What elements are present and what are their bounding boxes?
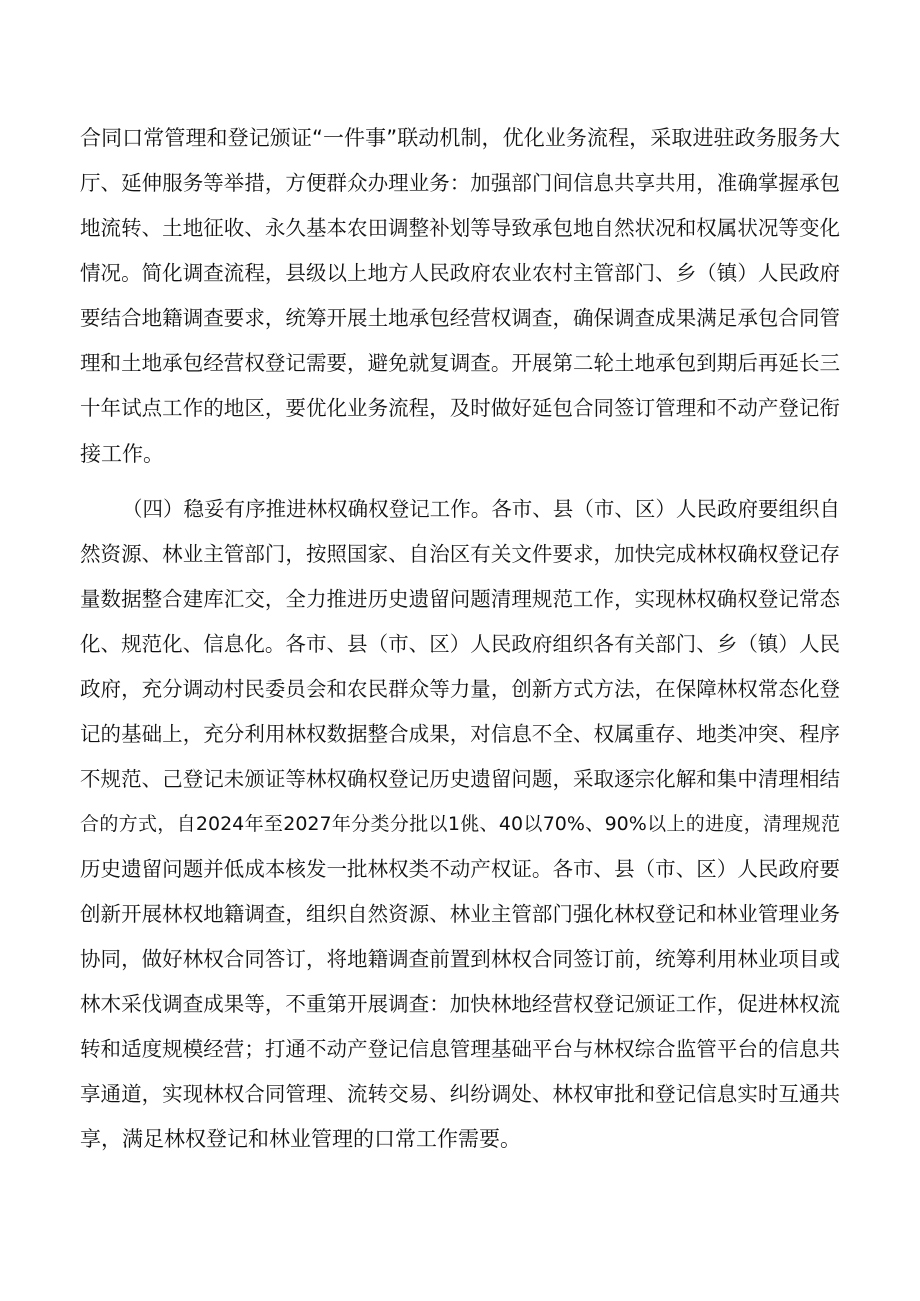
text-line: 创新开展林权地籍调查，组织自然资源、林业主管部门强化林权登记和林业管理业务 xyxy=(80,902,840,926)
text-line: 合的方式，自2024年至2027年分类分批以1佻、40以70%、90%以上的进度，清理规范 xyxy=(80,813,840,835)
text-line: 地流转、土地征收、永久基本农田调整补划等导致承包地自然状况和权属状况等变化 xyxy=(80,216,840,240)
text-line: 不规范、己登记未颁证等林权确权登记历史遗留问题，采取逐宗化解和集中清理相结 xyxy=(80,767,840,791)
text-line: 政府，充分调动村民委员会和农民群众等力量，创新方式方法，在保障林权常态化登 xyxy=(80,677,840,701)
text-line: 十年试点工作的地区，要优化业务流程，及时做好延包合同签订管理和不动产登记衔 xyxy=(80,396,840,420)
text-line: 要结合地籍调查要求，统筹开展土地承包经营权调查，确保调查成果满足承包合同管 xyxy=(80,306,840,330)
section-heading-line: （四）稳妥有序推进林权确权登记工作。各市、县（市、区）人民政府要组织自 xyxy=(122,497,840,521)
text-line: 协同，做好林权合同答订，将地籍调查前置到林权合同签订前，统筹利用林业项目或 xyxy=(80,947,840,971)
text-line: 情况。简化调查流程，县级以上地方人民政府农业农村主管部门、乡（镇）人民政府 xyxy=(80,261,840,285)
text-line: 林木采伐调查成果等，不重第开展调查：加快林地经营权登记颁证工作，促进林权流 xyxy=(80,992,840,1016)
text-line: 合同口常管理和登记颁证“一件事”联动机制，优化业务流程，采取进驻政务服务大 xyxy=(80,126,840,150)
text-line: 厅、延伸服务等举措，方便群众办理业务：加强部门间信息共享共用，准确掌握承包 xyxy=(80,171,840,195)
text-line: 历史遗留问题并低成本核发一批林权类不动产权证。各市、县（市、区）人民政府要 xyxy=(80,857,840,881)
text-line: 记的基础上，充分利用林权数据整合成果，对信息不全、权属重存、地类冲突、程序 xyxy=(80,722,840,746)
text-line: 量数据整合建库汇交，全力推进历史遗留问题清理规范工作，实现林权确权登记常态 xyxy=(80,587,840,611)
text-line: 化、规范化、信息化。各市、县（市、区）人民政府组织各有关部门、乡（镇）人民 xyxy=(80,632,840,656)
text-line: 转和适度规模经营；打通不动产登记信息管理基础平台与林权综合监管平台的信息共 xyxy=(80,1037,840,1061)
text-line: 享通道，实现林权合同管理、流转交易、纠纷调处、林权审批和登记信息实时互通共 xyxy=(80,1082,840,1106)
text-line: 然资源、林业主管部门，按照国家、自治区有关文件要求，加快完成林权确权登记存 xyxy=(80,542,840,566)
text-line: 接工作。 xyxy=(80,442,164,466)
text-line: 享，满足林权登记和林业管理的口常工作需要。 xyxy=(80,1127,521,1151)
text-line: 理和土地承包经营权登记需要，避免就复调查。开展第二轮土地承包到期后再延长三 xyxy=(80,351,840,375)
